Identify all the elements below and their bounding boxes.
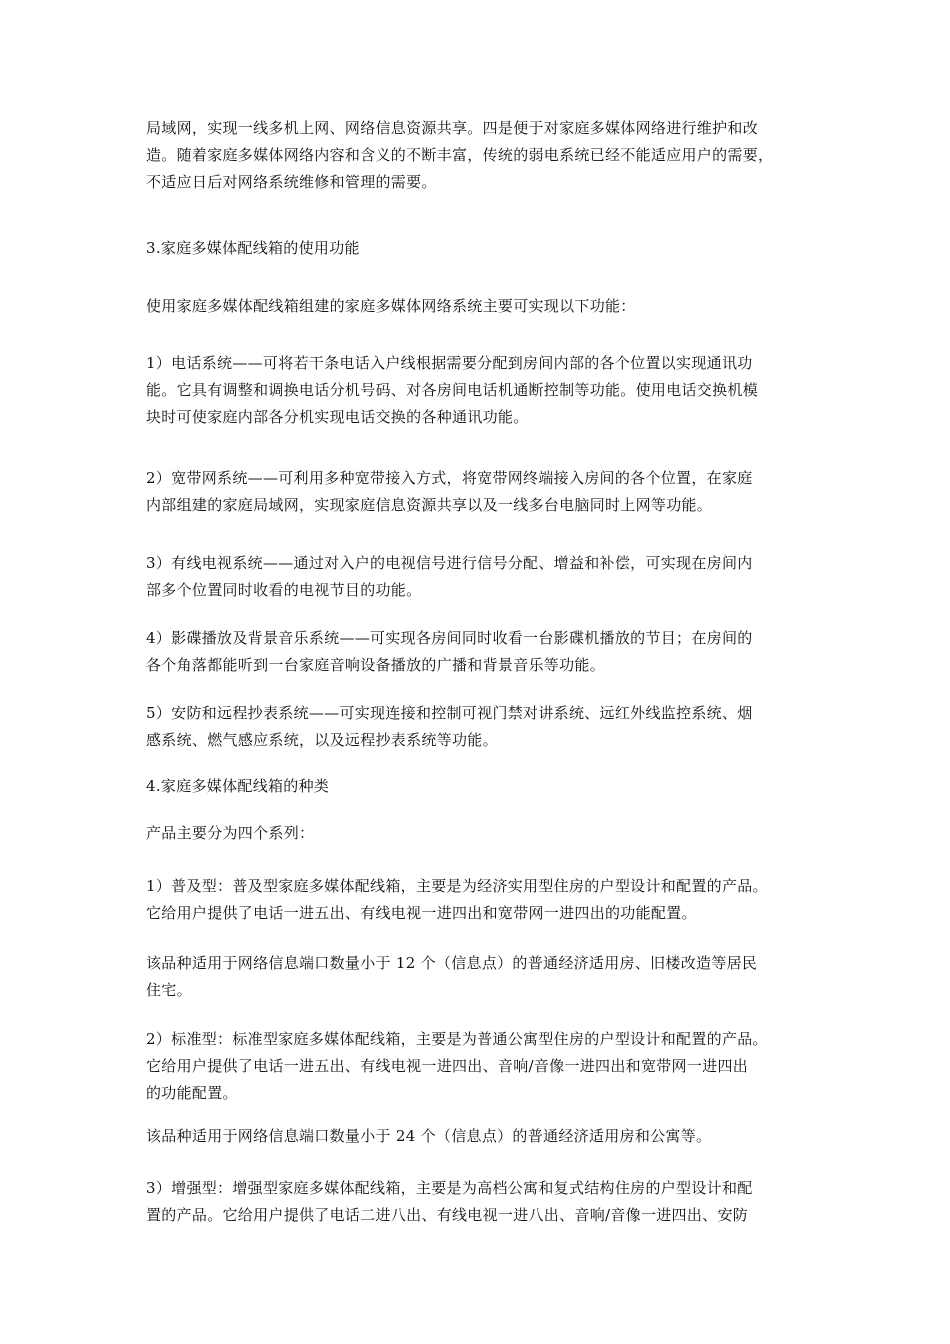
text-line: 内部组建的家庭局域网，实现家庭信息资源共享以及一线多台电脑同时上网等功能。 [146,496,713,514]
text-line: 部多个位置同时收看的电视节目的功能。 [146,581,422,599]
text-line: 5）安防和远程抄表系统——可实现连接和控制可视门禁对讲系统、远红外线监控系统、烟 [146,704,753,722]
text-line: 住宅。 [146,981,192,999]
paragraph-function-1 [146,350,808,431]
paragraph-functions-intro [146,293,808,320]
paragraph-intro-continued [146,115,808,196]
text-line: 1）普及型：普及型家庭多媒体配线箱，主要是为经济实用型住房的户型设计和配置的产品。 [146,877,768,895]
paragraph-function-3 [146,550,808,604]
section-3-heading [146,235,808,262]
text-line: 感系统、燃气感应系统，以及远程抄表系统等功能。 [146,731,498,749]
paragraph-function-5 [146,700,808,754]
paragraph-function-4 [146,625,808,679]
text-line: 造。随着家庭多媒体网络内容和含义的不断丰富，传统的弱电系统已经不能适应用户的需要， [146,146,774,164]
paragraph-type-1 [146,873,808,927]
text-line: 2）宽带网系统——可利用多种宽带接入方式，将宽带网终端接入房间的各个位置，在家庭 [146,469,753,487]
paragraph-function-2 [146,465,808,519]
paragraph-type-2 [146,1026,808,1107]
text-line: 3.家庭多媒体配线箱的使用功能 [146,239,360,257]
text-line: 块时可使家庭内部各分机实现电话交换的各种通讯功能。 [146,408,529,426]
text-line: 该品种适用于网络信息端口数量小于 12 个（信息点）的普通经济适用房、旧楼改造等居民 [146,954,758,972]
text-line: 使用家庭多媒体配线箱组建的家庭多媒体网络系统主要可实现以下功能： [146,297,636,315]
section-4-heading [146,773,808,800]
text-line: 它给用户提供了电话一进五出、有线电视一进四出、音响/音像一进四出和宽带网一进四出 [146,1057,749,1075]
paragraph-series-intro [146,820,808,847]
paragraph-type-3 [146,1175,808,1229]
paragraph-type-2-note [146,1123,808,1150]
text-line: 不适应日后对网络系统维修和管理的需要。 [146,173,437,191]
text-line: 的功能配置。 [146,1084,238,1102]
text-line: 它给用户提供了电话一进五出、有线电视一进四出和宽带网一进四出的功能配置。 [146,904,697,922]
text-line: 4.家庭多媒体配线箱的种类 [146,777,330,795]
text-line: 2）标准型：标准型家庭多媒体配线箱，主要是为普通公寓型住房的户型设计和配置的产品。 [146,1030,768,1048]
text-line: 能。它具有调整和调换电话分机号码、对各房间电话机通断控制等功能。使用电话交换机模 [146,381,759,399]
text-line: 4）影碟播放及背景音乐系统——可实现各房间同时收看一台影碟机播放的节目；在房间的 [146,629,753,647]
paragraph-type-1-note [146,950,808,1004]
text-line: 置的产品。它给用户提供了电话二进八出、有线电视一进八出、音响/音像一进四出、安防 [146,1206,749,1224]
text-line: 3）增强型：增强型家庭多媒体配线箱，主要是为高档公寓和复式结构住房的户型设计和配 [146,1179,753,1197]
text-line: 局域网，实现一线多机上网、网络信息资源共享。四是便于对家庭多媒体网络进行维护和改 [146,119,759,137]
text-line: 产品主要分为四个系列： [146,824,315,842]
text-line: 1）电话系统——可将若干条电话入户线根据需要分配到房间内部的各个位置以实现通讯功 [146,354,753,372]
text-line: 各个角落都能听到一台家庭音响设备播放的广播和背景音乐等功能。 [146,656,606,674]
text-line: 3）有线电视系统——通过对入户的电视信号进行信号分配、增益和补偿，可实现在房间内 [146,554,753,572]
text-line: 该品种适用于网络信息端口数量小于 24 个（信息点）的普通经济适用房和公寓等。 [146,1127,712,1145]
